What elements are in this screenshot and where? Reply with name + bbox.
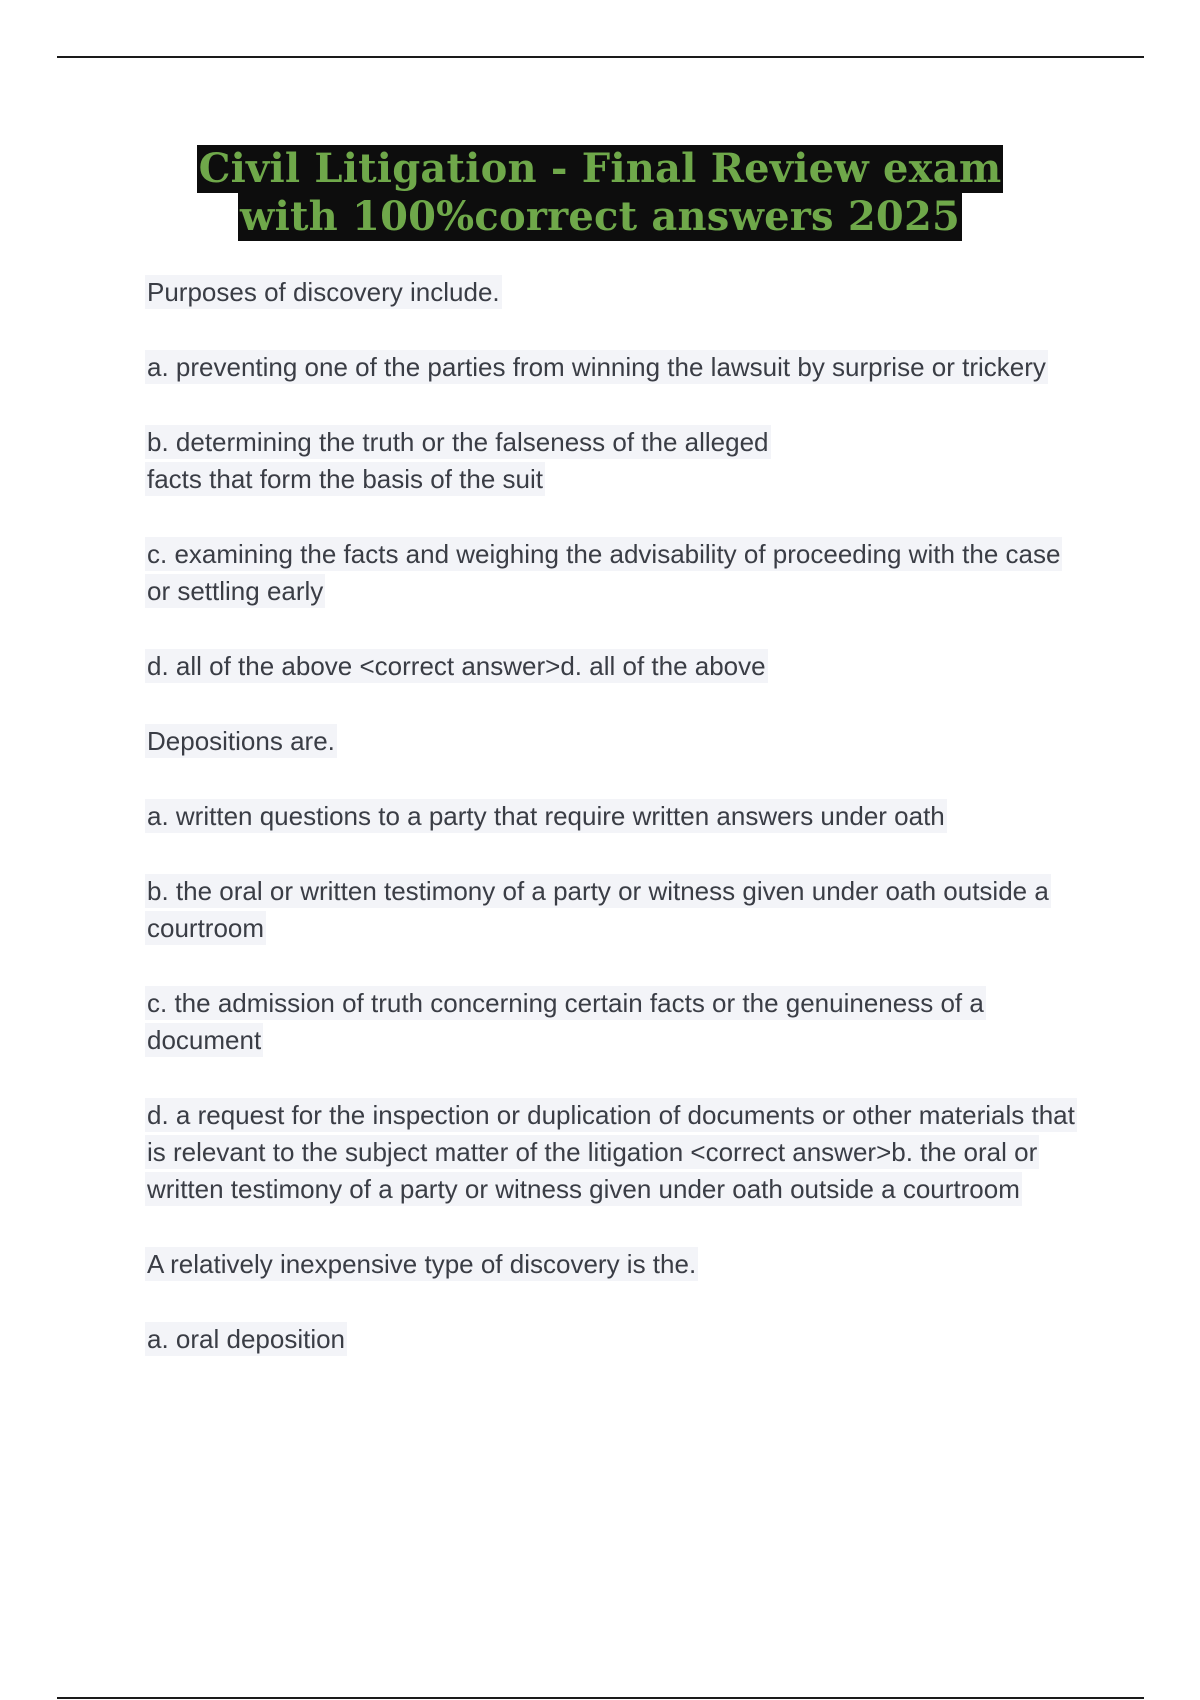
bottom-divider: [57, 1697, 1144, 1699]
question-1-option-b: b. determining the truth or the falseness of the alleged facts that form the basis of the suit: [147, 427, 769, 494]
question-2-option-a: a. written questions to a party that require written answers under oath: [147, 801, 945, 831]
top-divider: [57, 56, 1144, 58]
question-1-option-a: a. preventing one of the parties from winning the lawsuit by surprise or trickery: [147, 352, 1046, 382]
title-line-1: Civil Litigation - Final Review exam: [198, 145, 1002, 192]
question-2-option-d-answer: d. a request for the inspection or duplication of documents or other materials that is relevant to the subject matter of the litigation <correct answer>b. the oral or written testimony of a party or witness given under oath outside a courtroom: [147, 1100, 1075, 1204]
question-1-stem: Purposes of discovery include.: [147, 277, 500, 307]
question-1-option-c: c. examining the facts and weighing the advisability of proceeding with the case or settling early: [147, 539, 1061, 606]
document-title: [0, 145, 1200, 241]
question-3-stem: A relatively inexpensive type of discovery is the.: [147, 1249, 697, 1279]
question-2-stem: Depositions are.: [147, 726, 335, 756]
question-2-option-b: b. the oral or written testimony of a party or witness given under oath outside a courtroom: [147, 876, 1049, 943]
title-line-2: with 100%correct answers 2025: [239, 193, 961, 240]
question-2-option-c: c. the admission of truth concerning certain facts or the genuineness of a document: [147, 988, 984, 1055]
document-body: [145, 274, 1080, 1396]
question-1-option-d-answer: d. all of the above <correct answer>d. all of the above: [147, 651, 766, 681]
question-3-option-a: a. oral deposition: [147, 1324, 346, 1354]
